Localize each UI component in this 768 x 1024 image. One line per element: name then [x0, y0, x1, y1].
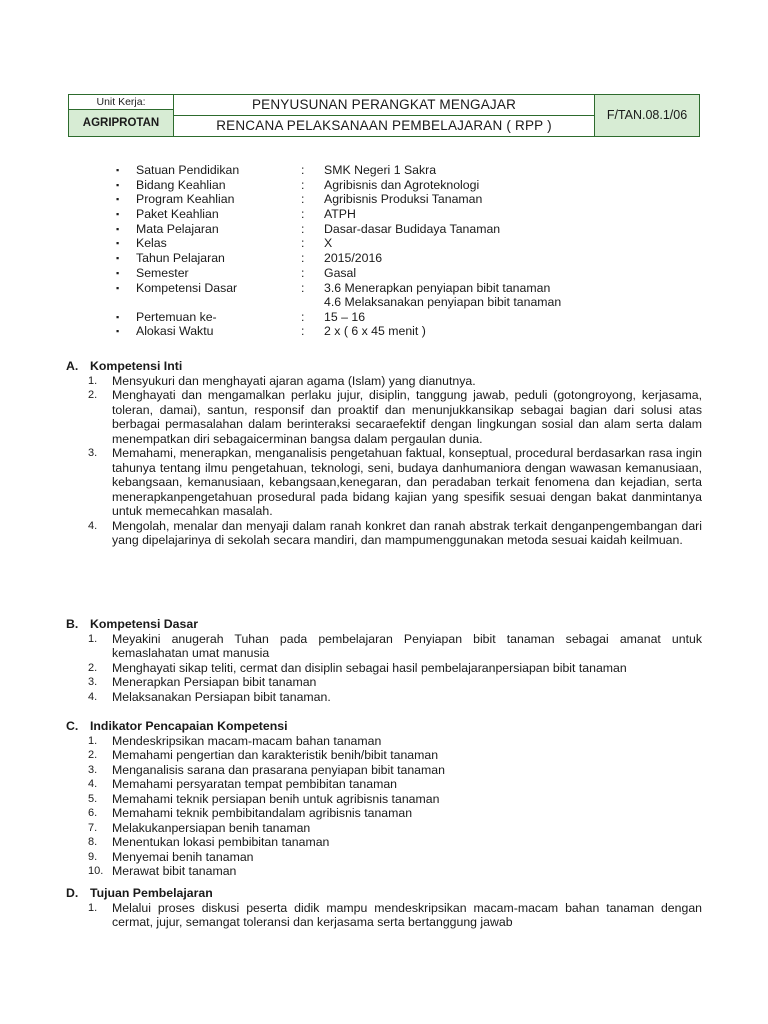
unit-cell: [69, 95, 174, 136]
item-number: 4.: [88, 519, 98, 532]
identity-colon: :: [301, 309, 305, 324]
list-item: [66, 792, 702, 807]
identity-row: [116, 163, 561, 178]
identity-colon: :: [301, 163, 305, 177]
item-text: Menentukan lokasi pembibitan tanaman: [112, 835, 330, 849]
identity-colon: :: [301, 221, 305, 236]
section-items: [66, 901, 702, 930]
list-item: [66, 675, 702, 690]
title-line-1: PENYUSUNAN PERANGKAT MENGAJAR: [174, 95, 594, 116]
identity-value-line: 2 x ( 6 x 45 menit ): [324, 324, 426, 339]
identity-value-line: Gasal: [324, 265, 357, 280]
item-text: Memahami teknik persiapan benih untuk agribisnis tanaman: [112, 791, 440, 806]
identity-value: [324, 178, 479, 193]
section-letter: B.: [66, 617, 79, 631]
item-text: Menerapkan Persiapan bibit tanaman: [112, 675, 317, 689]
section-title: Tujuan Pembelajaran: [90, 886, 213, 900]
identity-value-line: 4.6 Melaksanakan penyiapan bibit tanaman: [324, 295, 562, 310]
identity-row: [116, 310, 561, 325]
identity-value: [324, 266, 356, 281]
identity-key: Satuan Pendidikan: [136, 163, 240, 177]
identity-value: [324, 192, 482, 207]
bullet-icon: ▪: [116, 326, 120, 337]
identity-value: [324, 310, 365, 325]
unit-value: AGRIPROTAN: [69, 109, 173, 136]
bullet-icon: ▪: [116, 194, 120, 205]
identity-row: [116, 266, 561, 281]
identity-key: Program Keahlian: [136, 192, 235, 207]
list-item: [66, 690, 702, 705]
item-text: Menganalisis sarana dan prasarana penyiapan bibit tanaman: [112, 762, 445, 777]
item-text: Menghayati sikap teliti, cermat dan disiplin sebagai hasil pembelajaranpersiapan bibit tanaman: [112, 660, 627, 675]
identity-colon: :: [301, 324, 305, 339]
item-number: 4.: [88, 690, 98, 703]
item-text: Mengolah, menalar dan menyaji dalam ranah konkret dan ranah abstrak terkait denganpengembangan dari yang dipelajarinya di sekolah secara mandiri, dan mampumenggunakan metoda sesuai kaidah keilmuan.: [112, 518, 702, 547]
list-item: [66, 748, 702, 763]
identity-value-line: 2015/2016: [324, 251, 383, 266]
item-text: Menghayati dan mengamalkan perlaku jujur, disiplin, tanggung jawab, peduli (gotongroyong, kerjasama, toleran, damai), santun, responsif dan proaktif dan menunjukkansikap sebagai bagian dari solusi atas berbagai permasalahan dalam berinteraksi secaraefektif dengan lingkungan sosial dan alam serta dalam menempatkan diri sebagaicerminan bangsa dalam pergaulan dunia.: [112, 388, 702, 446]
item-text: Memahami pengertian dan karakteristik benih/bibit tanaman: [112, 748, 439, 762]
unit-label: Unit Kerja:: [96, 96, 146, 108]
item-number: 7.: [88, 821, 98, 834]
item-number: 3.: [88, 447, 98, 459]
list-item: [66, 850, 702, 865]
identity-key: Paket Keahlian: [136, 207, 219, 222]
form-code: F/TAN.08.1/06: [595, 95, 699, 136]
item-text: Menyemai benih tanaman: [112, 849, 254, 864]
item-text: Memahami persyaratan tempat pembibitan tanaman: [112, 777, 398, 791]
list-item: [66, 374, 702, 389]
bullet-icon: ▪: [116, 179, 120, 190]
identity-row: [116, 178, 561, 193]
identity-value-line: SMK Negeri 1 Sakra: [324, 163, 437, 177]
list-item: [66, 763, 702, 778]
identity-row: [116, 281, 561, 310]
bullet-icon: ▪: [116, 253, 120, 264]
identity-colon: :: [301, 265, 305, 280]
identity-colon: :: [301, 236, 305, 251]
identity-value-line: 3.6 Menerapkan penyiapan bibit tanaman: [324, 280, 551, 295]
item-number: 10.: [88, 865, 104, 877]
list-item: [66, 806, 702, 821]
identity-row: [116, 324, 561, 339]
item-number: 4.: [88, 778, 98, 790]
identity-value: [324, 222, 500, 237]
item-number: 3.: [88, 676, 98, 688]
list-item: [66, 632, 702, 661]
identity-key: Bidang Keahlian: [136, 177, 226, 192]
bullet-icon: ▪: [116, 311, 120, 322]
identity-key: Alokasi Waktu: [136, 324, 214, 339]
bullet-icon: ▪: [116, 165, 120, 175]
item-number: 3.: [88, 763, 98, 776]
identity-colon: :: [301, 177, 305, 192]
item-number: 5.: [88, 792, 98, 805]
item-number: 1.: [88, 901, 98, 914]
title-line-2: RENCANA PELAKSANAAN PEMBELAJARAN ( RPP ): [216, 117, 552, 133]
section-items: [66, 734, 702, 879]
section-items: [66, 374, 702, 548]
identity-value-line: X: [324, 236, 333, 251]
identity-value: [324, 251, 382, 266]
item-number: 9.: [88, 850, 98, 863]
list-item: [66, 821, 702, 836]
item-text: Merawat bibit tanaman: [112, 864, 237, 878]
item-number: 2.: [88, 661, 98, 674]
identity-value: [324, 236, 332, 251]
identity-row: [116, 251, 561, 266]
bullet-icon: ▪: [116, 238, 120, 249]
list-item: [66, 661, 702, 676]
identity-colon: :: [301, 207, 305, 222]
section-letter: D.: [66, 886, 79, 900]
identity-key: Tahun Pelajaran: [136, 251, 225, 266]
section-heading: [66, 886, 702, 901]
identity-colon: :: [301, 251, 305, 266]
identity-key: Kelas: [136, 236, 167, 251]
identity-row: [116, 222, 561, 237]
list-item: [66, 835, 702, 850]
section-c: [66, 719, 702, 879]
item-number: 1.: [88, 734, 98, 747]
item-text: Mendeskripsikan macam-macam bahan tanaman: [112, 733, 382, 748]
section-a: [66, 359, 702, 548]
identity-value-line: ATPH: [324, 207, 356, 222]
identity-value: [324, 163, 436, 178]
list-item: [66, 901, 702, 930]
bullet-icon: ▪: [116, 209, 120, 220]
list-item: [66, 388, 702, 446]
item-number: 6.: [88, 807, 98, 819]
identity-key: Pertemuan ke-: [136, 309, 217, 324]
item-number: 8.: [88, 836, 98, 848]
identity-value-line: Agribisnis dan Agroteknologi: [324, 177, 480, 192]
item-text: Melaksanakan Persiapan bibit tanaman.: [112, 689, 331, 704]
item-text: Meyakini anugerah Tuhan pada pembelajaran Penyiapan bibit tanaman sebagai amanat untuk kemaslahatan umat manusia: [112, 631, 702, 660]
section-b: [66, 617, 702, 704]
identity-colon: :: [301, 192, 305, 207]
section-heading: [66, 359, 702, 374]
section-title: Indikator Pencapaian Kompetensi: [90, 719, 288, 733]
item-text: Melalui proses diskusi peserta didik mampu mendeskripsikan macam-macam bahan tanaman dengan cermat, jujur, semangat toleransi dan kerjasama serta bertanggung jawab: [112, 900, 702, 929]
item-number: 2.: [88, 749, 98, 761]
item-number: 2.: [88, 389, 98, 401]
section-letter: C.: [66, 719, 79, 733]
identity-value-line: 15 – 16: [324, 309, 366, 324]
list-item: [66, 777, 702, 792]
identity-value: [324, 207, 356, 222]
identity-key: Kompetensi Dasar: [136, 280, 238, 295]
identity-row: [116, 236, 561, 251]
identity-key: Semester: [136, 265, 189, 280]
identity-row: [116, 192, 561, 207]
title-cell: [174, 95, 595, 136]
section-heading: [66, 617, 702, 632]
bullet-icon: ▪: [116, 223, 120, 234]
bullet-icon: ▪: [116, 282, 120, 293]
item-number: 1.: [88, 374, 98, 387]
identity-row: [116, 207, 561, 222]
item-number: 1.: [88, 632, 98, 645]
header-table: [68, 94, 700, 137]
identity-value-line: Agribisnis Produksi Tanaman: [324, 192, 483, 207]
section-d: [66, 886, 702, 930]
section-items: [66, 632, 702, 705]
section-title: Kompetensi Dasar: [90, 617, 198, 631]
identity-value: [324, 281, 561, 310]
item-text: Memahami, menerapkan, menganalisis pengetahuan faktual, konseptual, procedural berdasarkan rasa ingin tahunya tentang ilmu pengetahuan, teknologi, seni, budaya danhumaniora dengan wawasan kemanusiaan, kebangsaan, kemanusiaan, kebangsaan,kenegaran, dan peradaban terkait fenomena dan kejadian, serta menerapkanpengetahuan prosedural pada bidang kajian yang spesifik sesuai dengan bakat danmintanya untuk memecahkan masalah.: [112, 446, 702, 518]
item-text: Melakukanpersiapan benih tanaman: [112, 820, 311, 835]
identity-value: [324, 324, 426, 339]
identity-value-line: Dasar-dasar Budidaya Tanaman: [324, 221, 501, 236]
bullet-icon: ▪: [116, 267, 120, 278]
list-item: [66, 734, 702, 749]
list-item: [66, 446, 702, 519]
section-heading: [66, 719, 702, 734]
section-title: Kompetensi Inti: [90, 359, 183, 373]
list-item: [66, 864, 702, 879]
item-text: Memahami teknik pembibitandalam agribisnis tanaman: [112, 806, 413, 820]
section-letter: A.: [66, 359, 79, 373]
identity-colon: :: [301, 280, 305, 295]
item-text: Mensyukuri dan menghayati ajaran agama (Islam) yang dianutnya.: [112, 373, 476, 388]
list-item: [66, 519, 702, 548]
identity-list: [116, 163, 561, 339]
identity-key: Mata Pelajaran: [136, 221, 219, 236]
